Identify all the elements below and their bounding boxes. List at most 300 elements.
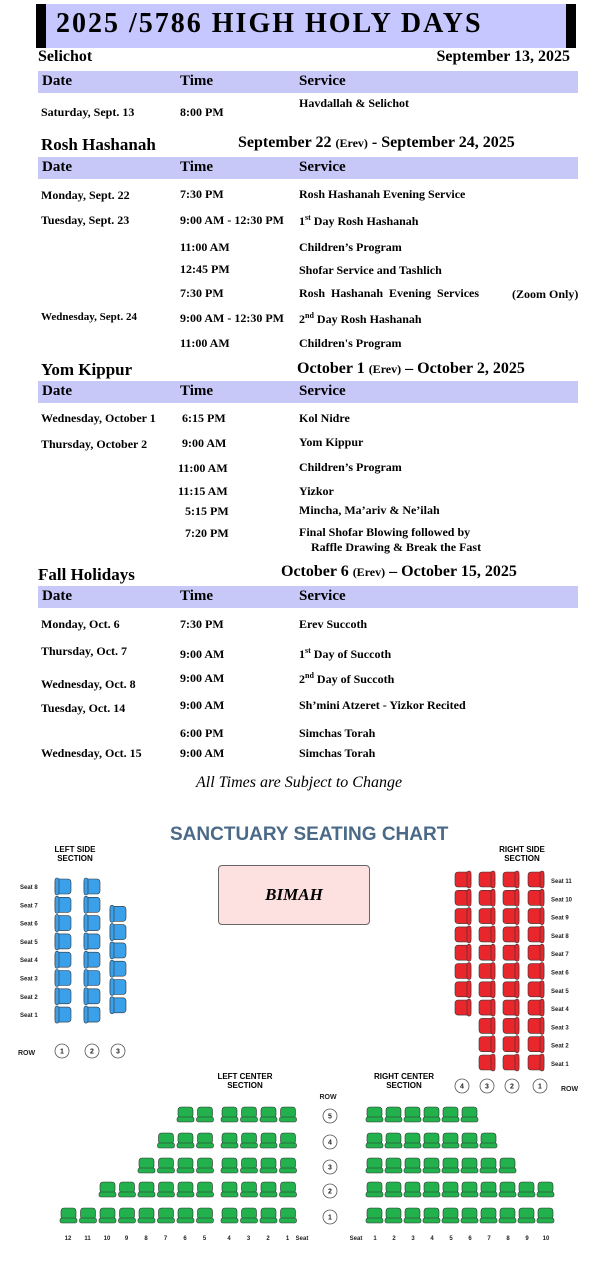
seat: [442, 1208, 459, 1223]
seat: [55, 970, 71, 987]
seat: [455, 889, 471, 906]
row-time: 7:30 PM: [180, 286, 224, 300]
seat: [99, 1182, 116, 1197]
seat: [280, 1208, 297, 1223]
col-service: Service: [299, 73, 346, 89]
seat: [158, 1133, 175, 1148]
left-center-seat-number: 11: [84, 1236, 91, 1242]
seat: [479, 981, 495, 998]
seat: [55, 896, 71, 913]
label-line: LEFT SIDE: [54, 845, 96, 854]
seat: [84, 915, 100, 932]
row-time: 11:15 AM: [178, 484, 228, 498]
seat: [177, 1158, 194, 1173]
row-service: Yom Kippur: [299, 435, 364, 449]
row-service: Shofar Service and Tashlich: [299, 263, 442, 277]
row-date: Wednesday, Oct. 15: [41, 746, 142, 760]
row-time: 7:30 PM: [180, 187, 224, 201]
seat: [119, 1208, 136, 1223]
row-time: 11:00 AM: [178, 461, 228, 475]
seat: [110, 905, 126, 922]
right-seat-label: Seat 10: [551, 897, 573, 904]
erev-label: (Erev): [368, 362, 402, 376]
seat: [280, 1158, 297, 1173]
row-time: 6:00 PM: [180, 726, 224, 740]
seat: [503, 926, 519, 943]
erev-label: (Erev): [352, 565, 386, 579]
col-date: Date: [42, 588, 72, 604]
seat: [55, 915, 71, 932]
seat: [99, 1208, 116, 1223]
seat: [366, 1208, 383, 1223]
left-center-seat-number: 3: [246, 1236, 251, 1242]
right-center-seat-number: 3: [411, 1236, 415, 1242]
left-seat-label: Seat 3: [20, 976, 38, 983]
seat: [221, 1208, 238, 1223]
right-row-number-label: 1: [538, 1083, 542, 1091]
seat: [479, 926, 495, 943]
seat: [197, 1158, 214, 1173]
seat: [503, 871, 519, 888]
date-start: October 6: [281, 563, 349, 580]
right-center-seat-number: 6: [468, 1236, 472, 1242]
center-row-number-label: 2: [328, 1188, 332, 1196]
seat: [518, 1208, 535, 1223]
seat: [528, 1054, 544, 1071]
seat: [158, 1182, 175, 1197]
col-service: Service: [299, 159, 346, 175]
label-line: RIGHT SIDE: [499, 845, 545, 854]
seat: [177, 1208, 194, 1223]
seat: [260, 1182, 277, 1197]
col-service: Service: [299, 588, 346, 604]
seat: [404, 1182, 421, 1197]
seat: [404, 1158, 421, 1173]
right-center-seat-number: 4: [430, 1236, 434, 1242]
fall-holidays-title: Fall Holidays: [38, 565, 135, 584]
seat: [455, 999, 471, 1016]
row-service: Children's Program: [299, 336, 402, 350]
left-center-seat-number: 4: [227, 1236, 231, 1242]
seat: [528, 981, 544, 998]
row-time: 6:15 PM: [182, 411, 226, 425]
seat: [385, 1158, 402, 1173]
selichot-title: Selichot: [38, 48, 93, 65]
seat: [455, 926, 471, 943]
row-time: 8:00 PM: [180, 105, 224, 119]
left-center-seat-number: 7: [163, 1236, 168, 1242]
service-text: Day Rosh Hashanah: [310, 214, 419, 228]
seat: [455, 963, 471, 980]
seat: [110, 942, 126, 959]
seat: [442, 1133, 459, 1148]
seat: [84, 896, 100, 913]
seat: [528, 889, 544, 906]
row-time: 7:20 PM: [185, 526, 229, 540]
ordinal-suffix: st: [305, 213, 311, 222]
left-seat-label: Seat 7: [20, 903, 38, 910]
col-time: Time: [180, 73, 214, 89]
label-line: SECTION: [227, 1081, 263, 1090]
left-seat-label: Seat 1: [20, 1013, 38, 1020]
left-seat-label: Seat 5: [20, 939, 38, 946]
left-center-seat-number: 9: [124, 1236, 129, 1242]
row-date: Saturday, Sept. 13: [41, 105, 135, 119]
erev-label: (Erev): [335, 136, 368, 150]
row-service: Mincha, Ma’ariv & Ne’ilah: [299, 503, 440, 517]
row-service: Children’s Program: [299, 240, 402, 254]
bimah-label: BIMAH: [265, 885, 323, 904]
right-seat-label: Seat 1: [551, 1062, 569, 1068]
seat: [479, 1017, 495, 1034]
row-time: 11:00 AM: [180, 240, 230, 254]
seat: [366, 1107, 383, 1122]
left-center-seat-number: 5: [202, 1236, 207, 1242]
seat: [84, 951, 100, 968]
seat: [480, 1158, 497, 1173]
center-row-number-label: 1: [328, 1214, 332, 1222]
seat: [528, 1036, 544, 1053]
seat: [280, 1107, 297, 1122]
seat: [503, 908, 519, 925]
seat: [110, 997, 126, 1014]
seat: [479, 908, 495, 925]
seat: [221, 1133, 238, 1148]
center-row-number-label: 3: [328, 1164, 332, 1172]
seat: [479, 999, 495, 1016]
left-center-seat-word: Seat: [295, 1236, 309, 1242]
seat: [537, 1208, 554, 1223]
seat: [197, 1133, 214, 1148]
row-time: 9:00 AM: [180, 698, 225, 712]
seat: [366, 1133, 383, 1148]
seat: [197, 1208, 214, 1223]
col-service: Service: [299, 383, 346, 399]
seat: [404, 1208, 421, 1223]
seat: [110, 979, 126, 996]
seat: [177, 1182, 194, 1197]
right-seat-label: Seat 2: [551, 1043, 569, 1050]
right-row-number-label: 3: [485, 1083, 489, 1091]
seat: [221, 1158, 238, 1173]
schedule-note: All Times are Subject to Change: [196, 774, 403, 791]
seat: [55, 951, 71, 968]
right-center-seat-number: 1: [373, 1236, 377, 1242]
seat: [442, 1182, 459, 1197]
seat: [503, 981, 519, 998]
seat: [177, 1133, 194, 1148]
right-row-word: ROW: [561, 1086, 579, 1093]
seat: [455, 908, 471, 925]
row-date: Monday, Oct. 6: [41, 617, 120, 631]
seat: [158, 1208, 175, 1223]
seat: [442, 1107, 459, 1122]
seat: [55, 988, 71, 1005]
left-center-seat-number: 6: [183, 1236, 187, 1242]
col-date: Date: [42, 383, 72, 399]
seat: [55, 1006, 71, 1023]
seat: [503, 1017, 519, 1034]
yom-kippur-title: Yom Kippur: [41, 360, 133, 379]
seat: [499, 1208, 516, 1223]
seat: [518, 1182, 535, 1197]
col-time: Time: [180, 383, 214, 399]
page-title: 2025 /5786 HIGH HOLY DAYS: [56, 8, 483, 39]
row-service: Final Shofar Blowing followed by: [299, 525, 471, 539]
right-center-seat-number: 2: [392, 1236, 396, 1242]
seat: [423, 1158, 440, 1173]
row-service: Simchas Torah: [299, 726, 376, 740]
seat: [479, 944, 495, 961]
seat: [455, 981, 471, 998]
left-seat-label: Seat 6: [20, 921, 38, 928]
date-start: October 1: [297, 360, 365, 377]
service-text: Day Rosh Hashanah: [313, 312, 422, 326]
seat: [461, 1158, 478, 1173]
row-time: 9:00 AM: [180, 647, 225, 661]
seat: [197, 1107, 214, 1122]
right-seat-label: Seat 11: [551, 879, 572, 885]
seat: [528, 871, 544, 888]
row-time: 9:00 AM - 12:30 PM: [180, 213, 284, 227]
seat: [177, 1107, 194, 1122]
seat: [461, 1208, 478, 1223]
row-date: Monday, Sept. 22: [41, 188, 130, 202]
seat: [479, 1036, 495, 1053]
seat: [221, 1107, 238, 1122]
seat: [503, 963, 519, 980]
row-service: Rosh Hashanah Evening Services: [299, 286, 480, 300]
row-date: Wednesday, Sept. 24: [41, 311, 137, 323]
seat: [55, 933, 71, 950]
seat: [455, 944, 471, 961]
seat: [528, 944, 544, 961]
seat: [385, 1182, 402, 1197]
row-service: Simchas Torah: [299, 746, 376, 760]
right-center-seat-number: 7: [487, 1236, 491, 1242]
seat: [442, 1158, 459, 1173]
seat: [503, 1054, 519, 1071]
row-time: 9:00 AM - 12:30 PM: [180, 311, 284, 325]
left-row-number-label: 1: [60, 1048, 64, 1056]
row-date: Wednesday, October 1: [41, 411, 156, 425]
seat: [503, 999, 519, 1016]
right-seat-label: Seat 5: [551, 988, 569, 995]
seat: [461, 1107, 478, 1122]
right-seat-label: Seat 6: [551, 970, 569, 977]
date-end: – October 15, 2025: [389, 563, 517, 580]
ordinal-number: 2: [299, 672, 305, 686]
seat: [528, 908, 544, 925]
row-service-line2: Raffle Drawing & Break the Fast: [311, 540, 482, 554]
row-date: Thursday, October 2: [41, 437, 148, 451]
left-center-seat-number: 1: [285, 1236, 290, 1242]
row-time: 7:30 PM: [180, 617, 224, 631]
left-row-number-label: 3: [116, 1048, 120, 1056]
right-row-number-label: 2: [510, 1083, 514, 1091]
seat: [479, 871, 495, 888]
ordinal-number: 1: [299, 214, 305, 228]
seat: [404, 1133, 421, 1148]
col-date: Date: [42, 73, 72, 89]
seat: [280, 1133, 297, 1148]
seat: [385, 1107, 402, 1122]
seat: [480, 1208, 497, 1223]
seat: [138, 1208, 155, 1223]
seat: [423, 1133, 440, 1148]
seat: [455, 871, 471, 888]
seat: [528, 963, 544, 980]
seat: [479, 889, 495, 906]
seat: [385, 1133, 402, 1148]
left-seat-label: Seat 2: [20, 994, 38, 1001]
row-time: 9:00 AM: [180, 746, 225, 760]
seat: [366, 1182, 383, 1197]
seat: [119, 1182, 136, 1197]
row-date: Wednesday, Oct. 8: [41, 677, 136, 691]
zoom-only-note: (Zoom Only): [512, 287, 579, 301]
seating-chart-title: SANCTUARY SEATING CHART: [170, 824, 449, 845]
right-seat-label: Seat 3: [551, 1025, 569, 1032]
left-row-word: ROW: [18, 1050, 36, 1057]
seat: [385, 1208, 402, 1223]
seat: [423, 1182, 440, 1197]
right-seat-label: Seat 8: [551, 933, 569, 940]
service-text: Day of Succoth: [310, 647, 392, 661]
row-service: Sh’mini Atzeret - Yizkor Recited: [299, 698, 466, 712]
right-center-seat-number: 10: [542, 1236, 550, 1242]
seat: [84, 878, 100, 895]
seat: [241, 1182, 258, 1197]
date-start: September 22: [238, 134, 332, 151]
left-seat-label: Seat 8: [20, 885, 38, 891]
row-time: 11:00 AM: [180, 336, 230, 350]
label-line: LEFT CENTER: [217, 1072, 273, 1081]
date-end: – October 2, 2025: [405, 360, 525, 377]
seat: [260, 1208, 277, 1223]
ordinal-number: 1: [299, 647, 305, 661]
seat: [528, 926, 544, 943]
right-center-seat-word: Seat: [349, 1236, 363, 1242]
seat: [138, 1158, 155, 1173]
right-center-seat-number: 5: [449, 1236, 453, 1242]
seat: [260, 1158, 277, 1173]
col-date: Date: [42, 159, 72, 175]
label-line: SECTION: [57, 854, 93, 863]
row-date: Thursday, Oct. 7: [41, 644, 128, 658]
right-center-seat-number: 8: [506, 1236, 510, 1242]
seat: [110, 924, 126, 941]
seat: [423, 1208, 440, 1223]
seat: [197, 1182, 214, 1197]
seat: [499, 1158, 516, 1173]
ordinal-suffix: st: [305, 646, 311, 655]
selichot-date: September 13, 2025: [436, 48, 570, 65]
seat: [503, 1036, 519, 1053]
seat: [366, 1158, 383, 1173]
seat: [241, 1158, 258, 1173]
seat: [479, 1054, 495, 1071]
left-seat-label: Seat 4: [20, 958, 38, 965]
seat: [503, 944, 519, 961]
seat: [480, 1133, 497, 1148]
row-service: Havdallah & Selichot: [299, 96, 410, 110]
row-service: Erev Succoth: [299, 617, 368, 631]
seat: [260, 1107, 277, 1122]
center-row-number-label: 5: [328, 1113, 332, 1121]
date-end: - September 24, 2025: [371, 134, 515, 151]
seat: [479, 963, 495, 980]
seat: [260, 1133, 277, 1148]
right-row-number-label: 4: [460, 1083, 464, 1091]
col-time: Time: [180, 159, 214, 175]
seat: [80, 1208, 97, 1223]
seat: [480, 1182, 497, 1197]
seat: [241, 1208, 258, 1223]
row-time: 9:00 AM: [182, 436, 227, 450]
seat: [528, 999, 544, 1016]
label-line: SECTION: [386, 1081, 422, 1090]
label-line: RIGHT CENTER: [374, 1072, 434, 1081]
left-row-number-label: 2: [90, 1048, 94, 1056]
left-center-seat-number: 12: [64, 1236, 72, 1242]
seat: [423, 1107, 440, 1122]
row-service: Kol Nidre: [299, 411, 350, 425]
row-service: Rosh Hashanah Evening Service: [299, 187, 466, 201]
seat: [528, 1017, 544, 1034]
row-time: 5:15 PM: [185, 504, 229, 518]
seat: [241, 1133, 258, 1148]
seat: [404, 1107, 421, 1122]
seat: [221, 1182, 238, 1197]
center-row-number-label: 4: [328, 1139, 332, 1147]
right-seat-label: Seat 7: [551, 952, 569, 959]
row-date: Tuesday, Sept. 23: [41, 213, 130, 227]
seat: [241, 1107, 258, 1122]
row-service: Children’s Program: [299, 460, 402, 474]
ordinal-suffix: nd: [305, 311, 314, 320]
seat: [280, 1182, 297, 1197]
rosh-hashanah-title: Rosh Hashanah: [41, 135, 156, 154]
seat: [503, 889, 519, 906]
col-time: Time: [180, 588, 214, 604]
seat: [60, 1208, 77, 1223]
row-time: 12:45 PM: [180, 262, 230, 276]
ordinal-number: 2: [299, 312, 305, 326]
center-row-word: ROW: [319, 1094, 337, 1101]
service-text: Day of Succoth: [313, 672, 395, 686]
seat: [55, 878, 71, 895]
right-seat-label: Seat 4: [551, 1007, 569, 1014]
seat: [110, 960, 126, 977]
seat: [84, 1006, 100, 1023]
right-seat-label: Seat 9: [551, 915, 569, 922]
row-service: Yizkor: [299, 484, 334, 498]
seat: [158, 1158, 175, 1173]
label-line: SECTION: [504, 854, 540, 863]
left-center-seat-number: 10: [103, 1236, 111, 1242]
seat: [499, 1182, 516, 1197]
row-date: Tuesday, Oct. 14: [41, 701, 126, 715]
ordinal-suffix: nd: [305, 671, 314, 680]
left-center-seat-number: 2: [266, 1236, 270, 1242]
right-center-seat-number: 9: [525, 1236, 529, 1242]
left-center-seat-number: 8: [144, 1236, 148, 1242]
seat: [84, 970, 100, 987]
seat: [461, 1133, 478, 1148]
seat: [138, 1182, 155, 1197]
seat: [84, 988, 100, 1005]
